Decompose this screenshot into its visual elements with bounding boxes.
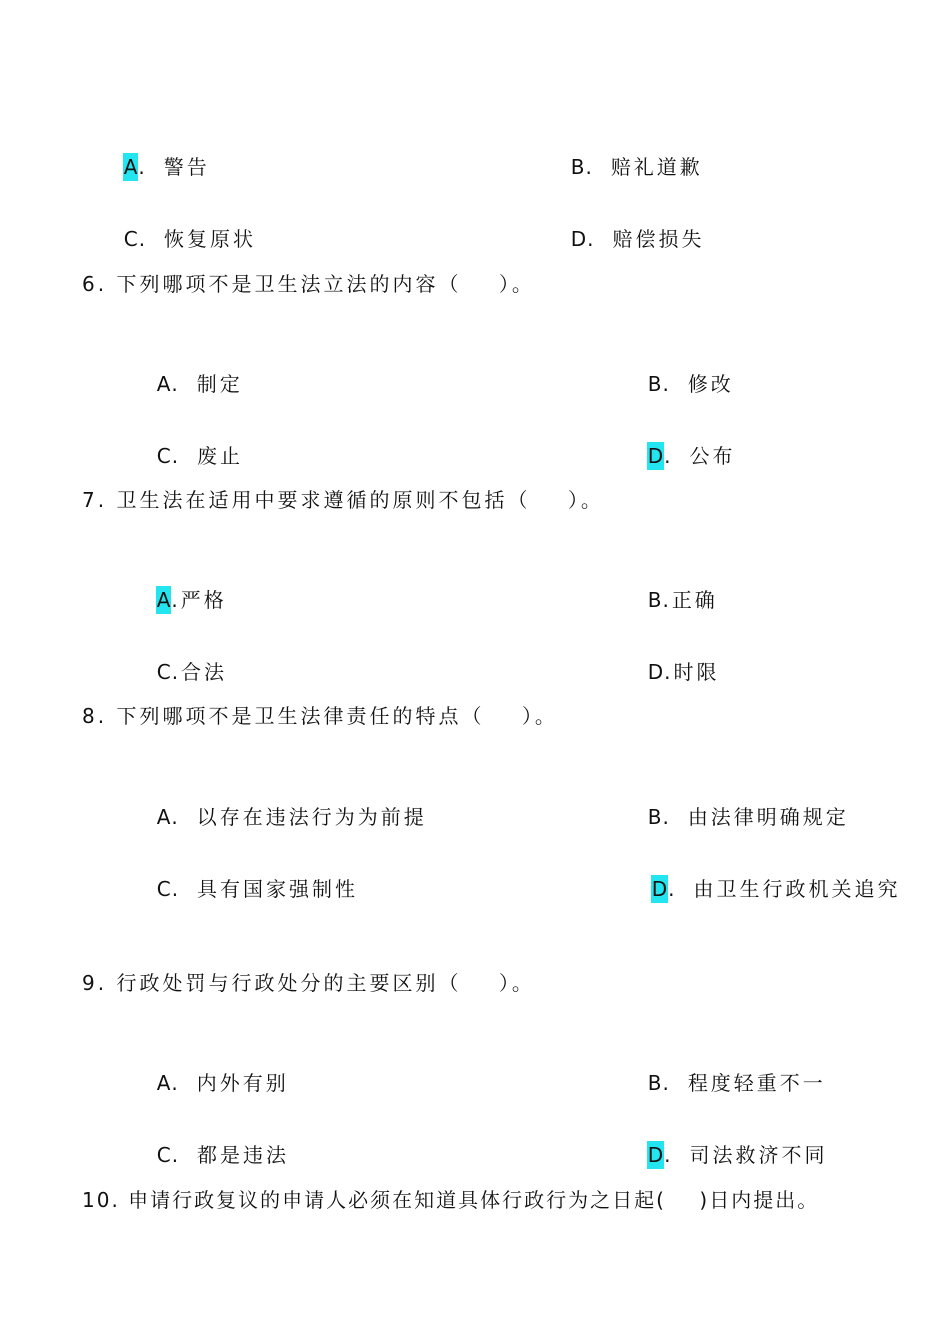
option-text: 由卫生行政机关追究 bbox=[693, 877, 901, 901]
option-6d bbox=[628, 414, 735, 470]
option-sep: . bbox=[171, 444, 182, 468]
option-text: 正确 bbox=[671, 588, 718, 612]
option-text: 都是违法 bbox=[197, 1143, 290, 1167]
option-sep: . bbox=[171, 805, 181, 829]
option-text: 严格 bbox=[180, 588, 227, 612]
option-5c bbox=[104, 197, 256, 253]
option-letter: D bbox=[570, 227, 587, 251]
question-6-stem: 6. 下列哪项不是卫生法立法的内容（ ）。 bbox=[82, 272, 535, 296]
option-letter: A bbox=[156, 372, 171, 396]
option-letter: B bbox=[570, 155, 585, 179]
option-5b bbox=[551, 125, 703, 181]
option-sep: . bbox=[171, 1071, 181, 1095]
option-text: 赔偿损失 bbox=[612, 227, 705, 251]
option-letter: C bbox=[156, 444, 171, 468]
option-letter: C bbox=[156, 1143, 171, 1167]
option-letter: D bbox=[647, 1143, 664, 1167]
option-text: 时限 bbox=[673, 660, 720, 684]
option-9d bbox=[628, 1113, 827, 1169]
option-9a bbox=[137, 1041, 289, 1097]
option-text: 合法 bbox=[181, 660, 228, 684]
option-letter: C bbox=[123, 227, 138, 251]
option-8d bbox=[632, 847, 900, 903]
option-text: 司法救济不同 bbox=[689, 1143, 828, 1167]
option-sep: . bbox=[662, 805, 672, 829]
option-text: 制定 bbox=[196, 372, 243, 396]
option-sep: . bbox=[171, 660, 182, 684]
option-sep: . bbox=[662, 1071, 672, 1095]
option-letter: B bbox=[647, 372, 662, 396]
option-text: 内外有别 bbox=[196, 1071, 289, 1095]
option-letter: B bbox=[647, 588, 662, 612]
option-sep: . bbox=[664, 660, 674, 684]
option-text: 以存在违法行为为前提 bbox=[196, 805, 427, 829]
question-8-stem: 8. 下列哪项不是卫生法律责任的特点（ ）。 bbox=[82, 704, 558, 728]
option-sep: . bbox=[171, 588, 181, 612]
question-10-stem: 10. 申请行政复议的申请人必须在知道具体行政行为之日起( )日内提出。 bbox=[82, 1188, 820, 1212]
option-sep: . bbox=[587, 227, 597, 251]
option-sep: . bbox=[664, 1143, 674, 1167]
option-text: 恢复原状 bbox=[164, 227, 257, 251]
option-9b bbox=[628, 1041, 826, 1097]
option-sep: . bbox=[138, 155, 148, 179]
option-text: 具有国家强制性 bbox=[197, 877, 359, 901]
option-sep: . bbox=[668, 877, 678, 901]
option-sep: . bbox=[664, 444, 674, 468]
option-7c bbox=[137, 630, 227, 686]
option-6a bbox=[137, 342, 243, 398]
option-5a bbox=[104, 125, 210, 181]
option-7a bbox=[137, 558, 227, 614]
option-8b bbox=[628, 775, 849, 831]
option-letter: B bbox=[647, 805, 662, 829]
option-7b bbox=[628, 558, 718, 614]
option-letter: A bbox=[156, 1071, 171, 1095]
option-letter: C bbox=[156, 660, 171, 684]
option-letter: B bbox=[647, 1071, 662, 1095]
option-8c bbox=[137, 847, 358, 903]
option-text: 修改 bbox=[687, 372, 734, 396]
option-text: 警告 bbox=[163, 155, 210, 179]
option-text: 赔礼道歉 bbox=[610, 155, 703, 179]
option-sep: . bbox=[662, 372, 672, 396]
question-7-stem: 7. 卫生法在适用中要求遵循的原则不包括（ ）。 bbox=[82, 488, 604, 512]
option-sep: . bbox=[171, 1143, 182, 1167]
option-letter: A bbox=[156, 805, 171, 829]
option-text: 由法律明确规定 bbox=[687, 805, 849, 829]
option-5d bbox=[551, 197, 704, 253]
option-text: 公布 bbox=[689, 444, 736, 468]
option-6c bbox=[137, 414, 243, 470]
option-letter: A bbox=[123, 155, 138, 179]
option-sep: . bbox=[171, 372, 181, 396]
option-7d bbox=[628, 630, 719, 686]
option-sep: . bbox=[662, 588, 672, 612]
question-9-stem: 9. 行政处罚与行政处分的主要区别（ ）。 bbox=[82, 971, 535, 995]
option-8a bbox=[137, 775, 427, 831]
option-9c bbox=[137, 1113, 289, 1169]
option-sep: . bbox=[585, 155, 595, 179]
option-text: 程度轻重不一 bbox=[687, 1071, 826, 1095]
option-sep: . bbox=[138, 227, 149, 251]
option-letter: D bbox=[647, 444, 664, 468]
option-text: 废止 bbox=[197, 444, 244, 468]
option-letter: D bbox=[651, 877, 668, 901]
option-letter: A bbox=[156, 588, 171, 612]
option-sep: . bbox=[171, 877, 182, 901]
option-letter: C bbox=[156, 877, 171, 901]
option-letter: D bbox=[647, 660, 664, 684]
option-6b bbox=[628, 342, 734, 398]
